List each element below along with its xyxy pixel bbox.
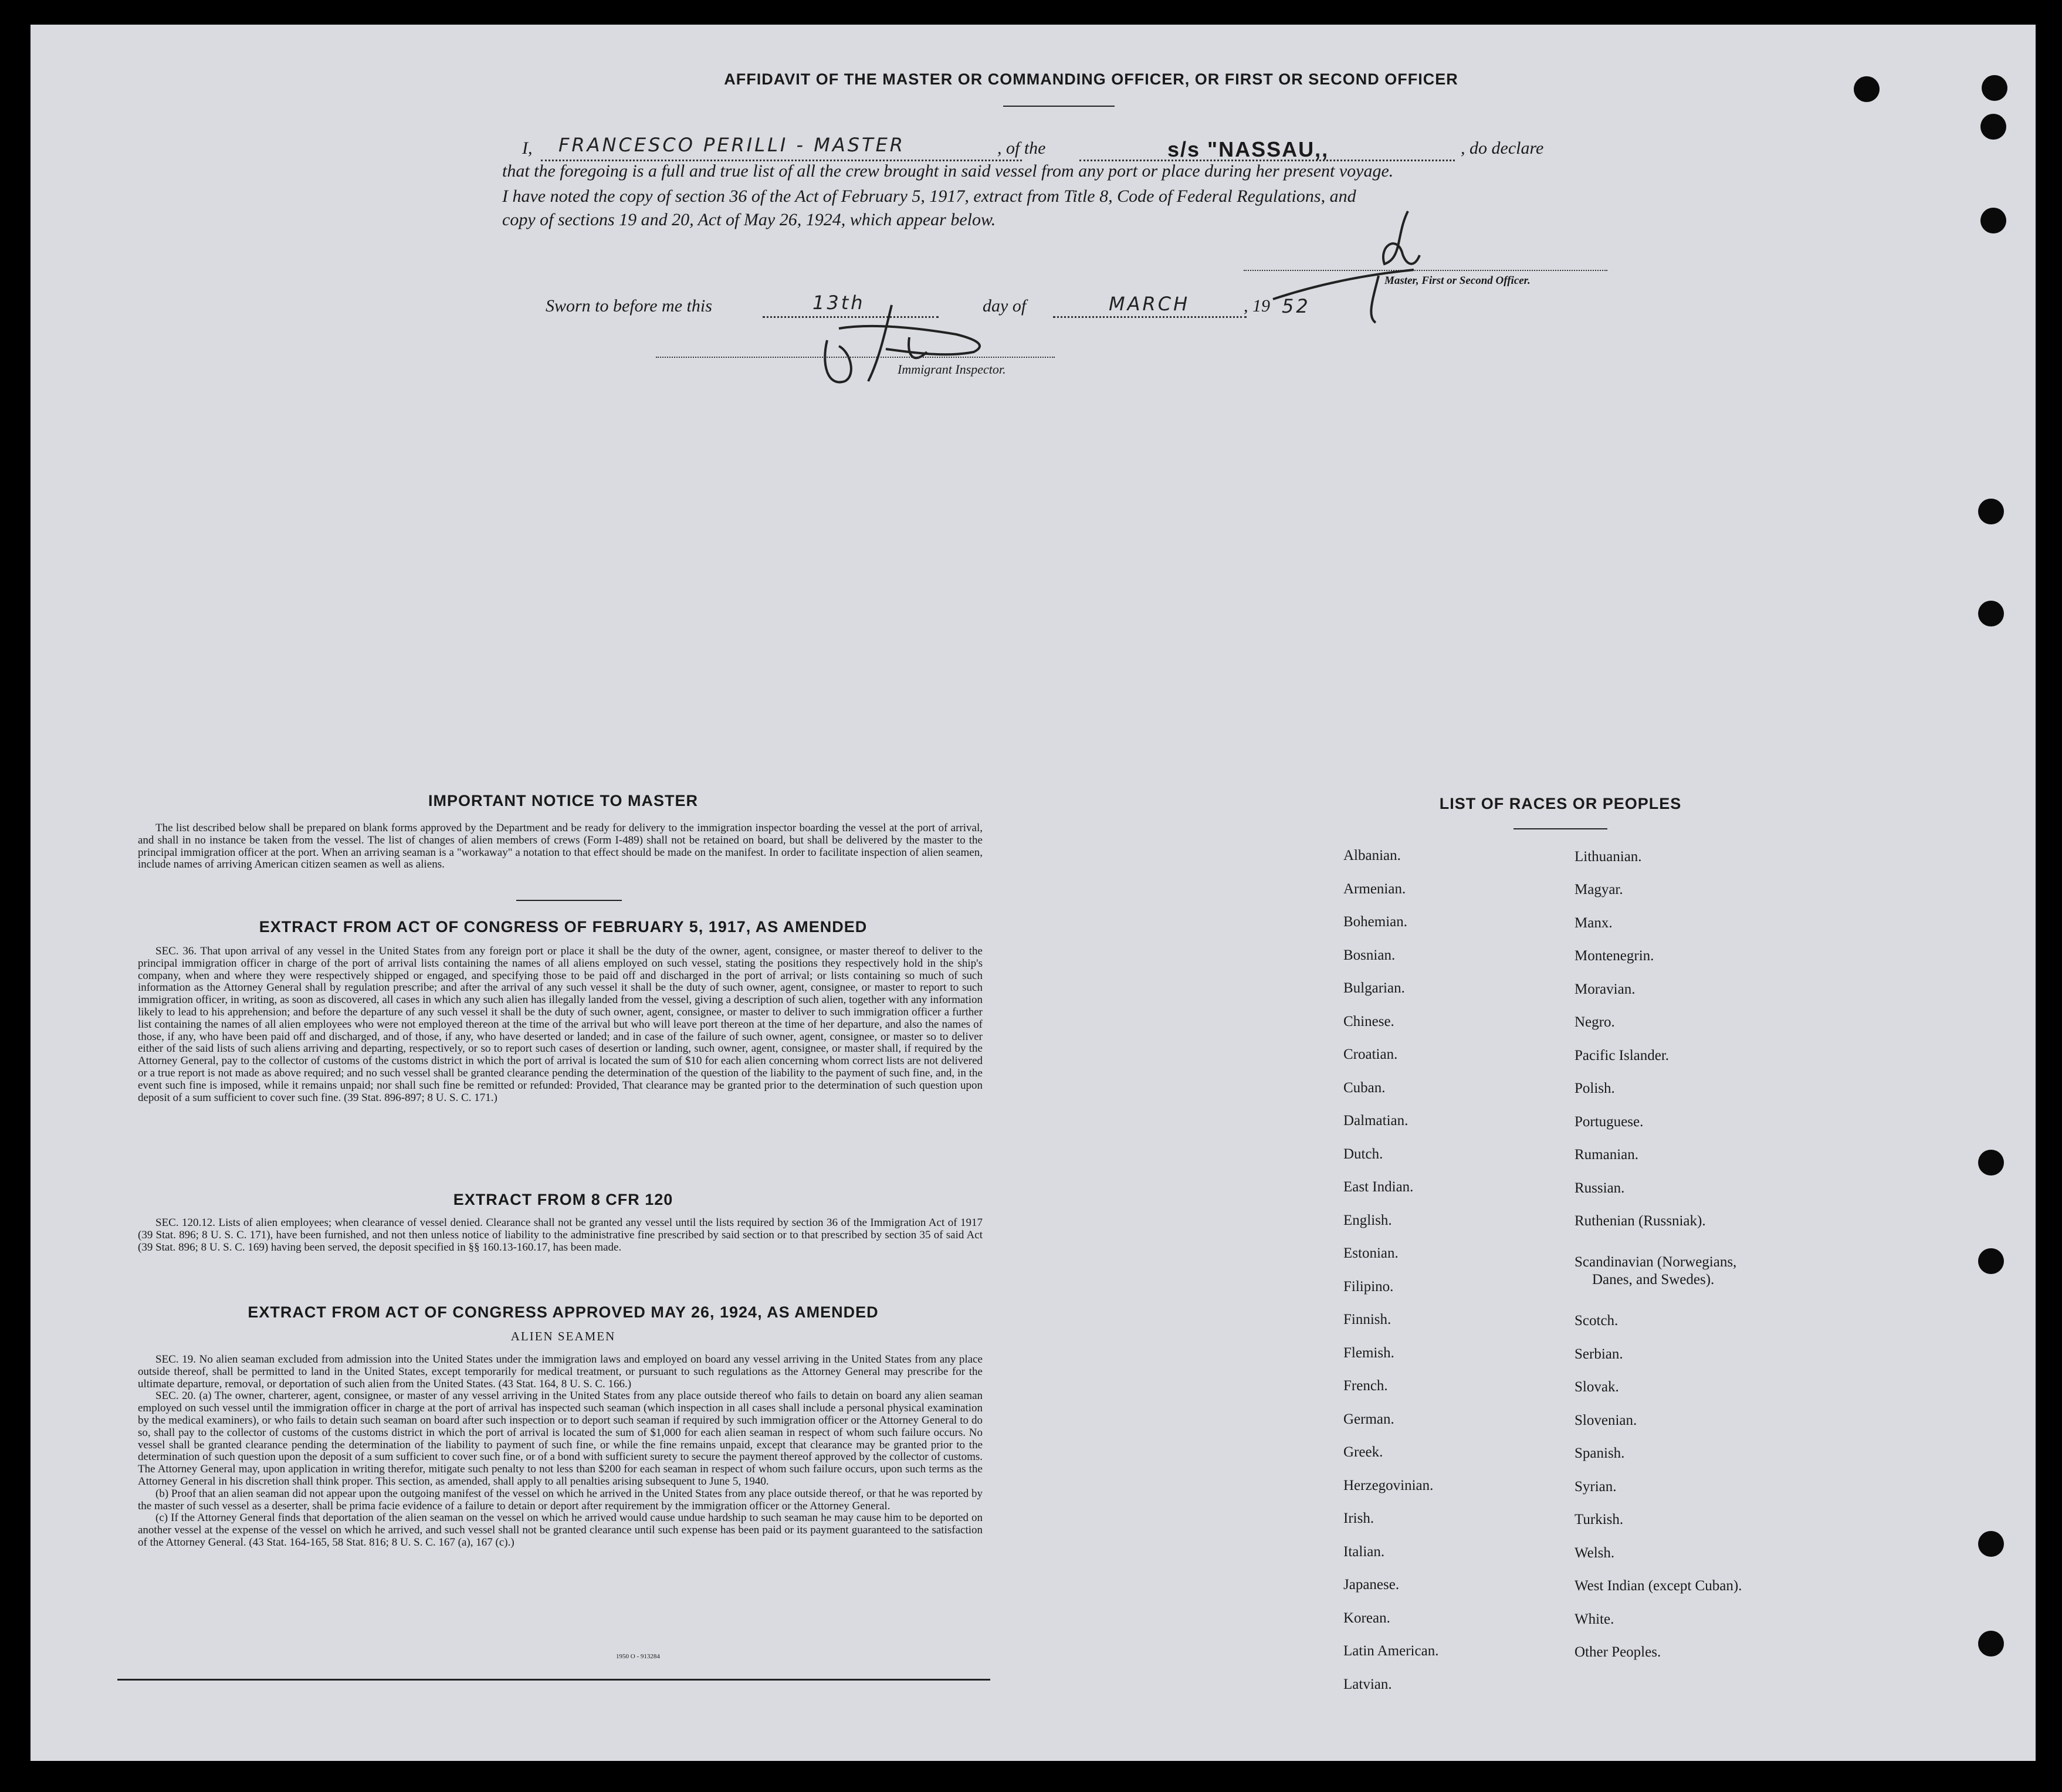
race-item: Pacific Islander. bbox=[1575, 1048, 1670, 1063]
race-item: Albanian. bbox=[1343, 848, 1401, 863]
print-code: 1950 O - 913284 bbox=[616, 1653, 660, 1660]
punch-hole bbox=[1978, 499, 2004, 524]
extract-1917-body bbox=[138, 946, 983, 1104]
races-title: LIST OF RACES OR PEOPLES bbox=[1439, 795, 1682, 812]
race-item: Estonian. bbox=[1343, 1245, 1399, 1261]
notice-title: IMPORTANT NOTICE TO MASTER bbox=[428, 792, 698, 809]
year-prefix: , 19 bbox=[1244, 296, 1270, 316]
punch-hole bbox=[1978, 1531, 2004, 1557]
affidavit-line4: copy of sections 19 and 20, Act of May 26, 1924, which appear below. bbox=[502, 210, 996, 229]
punch-hole bbox=[1978, 1631, 2004, 1657]
inspector-caption: Immigrant Inspector. bbox=[898, 362, 1006, 377]
race-item: Syrian. bbox=[1575, 1479, 1617, 1495]
race-item: Serbian. bbox=[1575, 1346, 1623, 1362]
race-item: Slovenian. bbox=[1575, 1412, 1637, 1428]
alien-seamen-subtitle: ALIEN SEAMEN bbox=[510, 1329, 616, 1343]
race-item: Filipino. bbox=[1343, 1279, 1394, 1295]
sworn-label: Sworn to before me this bbox=[546, 296, 712, 316]
race-item: Armenian. bbox=[1343, 881, 1406, 897]
race-item: Croatian. bbox=[1343, 1046, 1398, 1062]
punch-hole bbox=[1980, 208, 2006, 233]
race-item: Japanese. bbox=[1343, 1577, 1400, 1593]
race-item: French. bbox=[1343, 1378, 1388, 1394]
race-item: Portuguese. bbox=[1575, 1114, 1644, 1130]
extract-cfr-title: EXTRACT FROM 8 CFR 120 bbox=[453, 1191, 673, 1208]
race-item: Scotch. bbox=[1575, 1313, 1619, 1329]
races-title-underline bbox=[1514, 828, 1607, 829]
race-item: Latin American. bbox=[1343, 1643, 1439, 1659]
notice-text: The list described below shall be prepared on blank forms approved by the Department and be ready for delivery to the immigration inspector boarding the vessel at the port of arrival, and shall in no instance be taken from the vessel. The list of changes of alien members of crews (Form I-489) shall not be retained on board, but shall be delivered by the master to the principal immigration officer at the port. When an arriving seaman is a "workaway" a notation to that effect should be made on the manifest. In order to facilitate inspection of alien seamen, include names of arriving American citizen seamen as well as aliens. bbox=[138, 822, 983, 871]
race-item: Russian. bbox=[1575, 1180, 1625, 1196]
sec120-text: SEC. 120.12. Lists of alien employees; when clearance of vessel denied. Clearance shall not be granted any vessel until the lists required by section 36 of the Immigration Act of 1917 (39 Stat. 896; 8 U. S. C. 171), have been furnished, and not then unless notice of liability to the administrative fine prescribed by said section or to that prescribed by section 35 of said Act (39 Stat. 896; 8 U. S. C. 169) having been served, the deposit specified in §§ 160.13-160.17, has been made. bbox=[138, 1217, 983, 1254]
i-prefix: I, bbox=[522, 138, 533, 158]
race-item: Ruthenian (Russniak). bbox=[1575, 1213, 1706, 1229]
race-item: White. bbox=[1575, 1611, 1614, 1627]
race-item: Italian. bbox=[1343, 1544, 1385, 1560]
race-item: Korean. bbox=[1343, 1610, 1390, 1626]
affidavit-line3: I have noted the copy of section 36 of the Act of February 5, 1917, extract from Title 8, Code of Federal Regulations, and bbox=[502, 187, 1356, 206]
vessel-name: s/s "NASSAU,, bbox=[1167, 137, 1329, 161]
race-item: East Indian. bbox=[1343, 1179, 1414, 1195]
day-of-label: day of bbox=[983, 296, 1027, 316]
race-item: Other Peoples. bbox=[1575, 1644, 1661, 1660]
punch-hole bbox=[1978, 1150, 2004, 1176]
affidavit-title: AFFIDAVIT OF THE MASTER OR COMMANDING OFFICER, OR FIRST OR SECOND OFFICER bbox=[724, 70, 1458, 88]
race-item: Manx. bbox=[1575, 915, 1613, 931]
punch-hole bbox=[1982, 75, 2007, 101]
do-declare-label: , do declare bbox=[1461, 138, 1544, 158]
race-item: Turkish. bbox=[1575, 1512, 1624, 1527]
race-item: Negro. bbox=[1575, 1014, 1615, 1030]
master-name: FRANCESCO PERILLI - MASTER bbox=[558, 134, 906, 156]
sec20c-text: (c) If the Attorney General finds that deportation of the alien seaman on the vessel on which he arrived would cause undue hardship to such seaman he may cause him to be deported on another vessel at the expense of the vessel on which he arrived, and such vessel shall not be granted clearance until such expense has been paid or its payment guaranteed to the satisfaction of the Attorney General. (43 Stat. 164-165, 58 Stat. 816; 8 U. S. C. 167 (a), 167 (c).) bbox=[138, 1512, 983, 1549]
race-item: Moravian. bbox=[1575, 981, 1636, 997]
title-underline bbox=[1003, 106, 1115, 107]
race-item: Herzegovinian. bbox=[1343, 1478, 1434, 1493]
extract-1917-title: EXTRACT FROM ACT OF CONGRESS OF FEBRUARY 5, 1917, AS AMENDED bbox=[259, 918, 868, 936]
punch-hole bbox=[1978, 1248, 2004, 1274]
race-item: Scandinavian (Norwegians, bbox=[1575, 1254, 1737, 1270]
race-item: Chinese. bbox=[1343, 1014, 1394, 1029]
bottom-rule bbox=[117, 1679, 990, 1681]
inspector-signature bbox=[804, 293, 1015, 399]
race-item: Cuban. bbox=[1343, 1080, 1386, 1096]
race-item: German. bbox=[1343, 1411, 1394, 1427]
punch-hole bbox=[1854, 76, 1880, 102]
race-item: Polish. bbox=[1575, 1080, 1615, 1096]
race-item: West Indian (except Cuban). bbox=[1575, 1578, 1742, 1594]
month-blank bbox=[1053, 316, 1247, 318]
notice-body bbox=[138, 822, 983, 871]
race-item: Lithuanian. bbox=[1575, 849, 1642, 865]
month-value: MARCH bbox=[1109, 293, 1190, 315]
race-item: English. bbox=[1343, 1212, 1392, 1228]
sec19-text: SEC. 19. No alien seaman excluded from admission into the United States under the immigration laws and employed on board any vessel arriving in the United States from any place outside thereof, shall be permitted to land in the United States, except temporarily for medical treatment, or pursuant to such regulations as the Attorney General may prescribe for the ultimate departure, removal, or deportation of such alien from the United States. (43 Stat. 164, 8 U. S. C. 166.) bbox=[138, 1353, 983, 1390]
race-item: Welsh. bbox=[1575, 1545, 1615, 1561]
extract-1924-title: EXTRACT FROM ACT OF CONGRESS APPROVED MAY 26, 1924, AS AMENDED bbox=[248, 1303, 879, 1321]
race-item: Dalmatian. bbox=[1343, 1113, 1408, 1129]
extract-1924-body bbox=[138, 1354, 983, 1549]
race-item: Danes, and Swedes). bbox=[1592, 1272, 1715, 1288]
race-item: Spanish. bbox=[1575, 1445, 1625, 1461]
sec20a-text: SEC. 20. (a) The owner, charterer, agent, consignee, or master of any vessel arriving in the United States from any place outside thereof who fails to detain on board any alien seaman employed on such vessel until the immigration officer in charge at the port of arrival has inspected such seaman (which inspection in all cases shall include a personal physical examination by the medical examiners), or who fails to detain such seaman on board after such inspection or to deport such seaman if required by such immigration officer or the Attorney General to do so, shall pay to the collector of customs of the customs district in which the port of arrival is located the sum of $1,000 for each alien seaman in respect of whom such failure occurs. No vessel shall be granted clearance pending the determination of the liability to payment of such fine, or while the fine remains unpaid, except that clearance may be granted prior to the determination of such question upon the deposit of a sum sufficient to cover such fine, or of a bond with sufficient surety to secure the payment thereof approved by the collector of customs. The Attorney General may, upon application in writing therefor, mitigate such penalty to not less than $200 for each seaman in respect of whom such failure occurs, upon such terms as the Attorney General in his discretion shall think proper. This section, as amended, shall apply to all penalties arising subsequent to June 5, 1940. bbox=[138, 1390, 983, 1488]
race-item: Latvian. bbox=[1343, 1676, 1392, 1692]
race-item: Magyar. bbox=[1575, 882, 1623, 897]
race-item: Bosnian. bbox=[1343, 947, 1396, 963]
notice-divider bbox=[516, 900, 622, 901]
race-item: Dutch. bbox=[1343, 1146, 1383, 1162]
sec36-text: SEC. 36. That upon arrival of any vessel in the United States from any foreign port or place it shall be the duty of the owner, agent, consignee, or master thereof to deliver to the principal immigration officer in charge of the port of arrival lists containing the names of all aliens employed on such vessel, stating the positions they respectively hold in the ship's company, when and where they were respectively shipped or engaged, and specifying those to be paid off and discharged in the port of arrival; or lists containing so much of such information as the Attorney General shall by regulation prescribe; and after the arrival of any such vessel it shall be the duty of such owner, agent, consignee, or master to report to such immigration officer, in writing, as soon as discovered, all cases in which any such alien has illegally landed from the vessel, giving a description of such alien, together with any information likely to lead to his apprehension; and before the departure of any such vessel it shall be the duty of such owner, agent, consignee, or master to deliver to such immigration officer a further list containing the names of all alien employees who were not employed thereon at the time of the arrival but who will leave port thereon at the time of her departure, and also the names of those, if any, who have been paid off and discharged, and of those, if any, who have deserted or landed; and in case of the failure of such owner, agent, consignee, or master so to deliver either of the said lists of such aliens arriving and departing, respectively, or so to report such cases of desertion or landing, such owner, agent, consignee, or master shall, if required by the Attorney General, pay to the collector of customs of the customs district in which the port of arrival is located the sum of $10 for each alien concerning whom correct lists are not delivered or a true report is not made as above required; and no such vessel shall be granted clearance pending the determination of the question of the liability to the payment of such fine, and, in the event such fine is imposed, while it remains unpaid; nor shall such fine be remitted or refunded: Provided, That clearance may be granted prior to the determination of such question upon deposit of a sum sufficient to cover such fine. (39 Stat. 896-897; 8 U. S. C. 171.) bbox=[138, 945, 983, 1104]
extract-cfr-body bbox=[138, 1217, 983, 1254]
of-the-label: , of the bbox=[997, 138, 1046, 158]
punch-hole bbox=[1978, 601, 2004, 626]
race-item: Finnish. bbox=[1343, 1312, 1391, 1327]
race-item: Bohemian. bbox=[1343, 914, 1408, 930]
master-caption: Master, First or Second Officer. bbox=[1384, 275, 1531, 287]
race-item: Greek. bbox=[1343, 1444, 1383, 1460]
race-item: Montenegrin. bbox=[1575, 948, 1654, 964]
race-item: Flemish. bbox=[1343, 1345, 1394, 1361]
affidavit-line2: that the foregoing is a full and true list of all the crew brought in said vessel from any port or place during her present voyage. bbox=[502, 161, 1394, 181]
punch-hole bbox=[1980, 114, 2006, 140]
race-item: Irish. bbox=[1343, 1510, 1374, 1526]
year-value: 52 bbox=[1282, 295, 1311, 317]
race-item: Bulgarian. bbox=[1343, 980, 1405, 996]
race-item: Rumanian. bbox=[1575, 1147, 1639, 1163]
affidavit-line1 bbox=[522, 134, 1613, 162]
day-value: 13th bbox=[812, 292, 865, 314]
inspector-signature-line bbox=[656, 357, 1055, 358]
sec20b-text: (b) Proof that an alien seaman did not appear upon the outgoing manifest of the vessel on which he arrived in the United States from any place outside thereof, or that he was reported by the master of such vessel as a deserter, shall be prima facie evidence of a failure to detain or deport after requirement by the immigration officer or the Attorney General. bbox=[138, 1487, 983, 1512]
race-item: Slovak. bbox=[1575, 1379, 1619, 1395]
